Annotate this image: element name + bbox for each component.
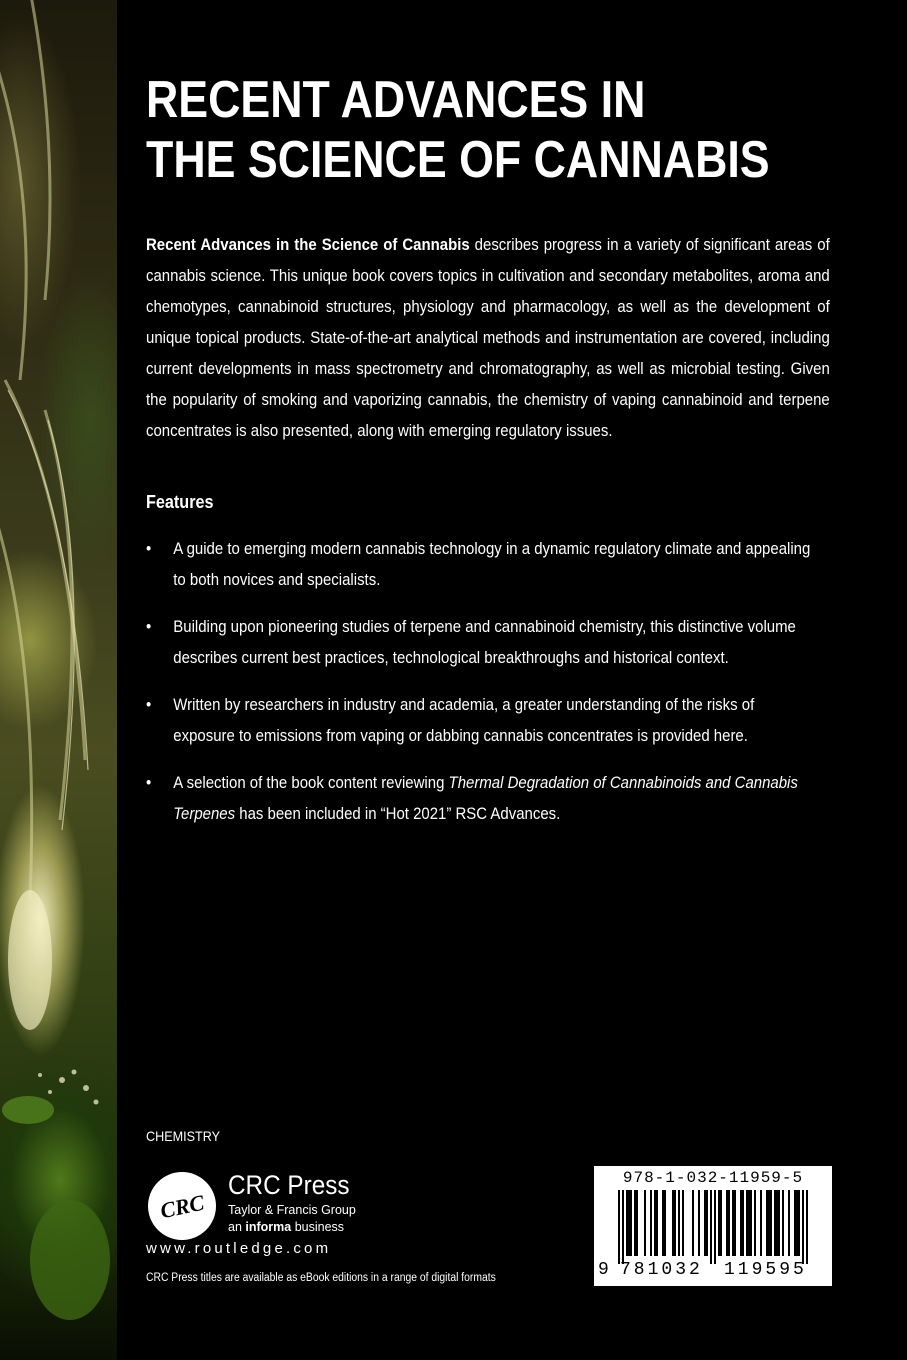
feature-item [146, 533, 815, 595]
barcode-bar [798, 1190, 800, 1256]
barcode-bar [770, 1190, 772, 1256]
barcode-bar [748, 1190, 750, 1256]
barcode-bar [796, 1190, 798, 1256]
barcode-bar [626, 1190, 628, 1256]
informa-tagline [228, 1219, 363, 1235]
barcode-bar [774, 1190, 776, 1256]
barcode-bar [622, 1190, 624, 1264]
features-list [146, 533, 815, 845]
description-lead: Recent Advances in the Science of Cannabis [146, 235, 470, 254]
barcode-bar [728, 1190, 730, 1256]
barcode-bar [742, 1190, 744, 1256]
features-heading: Features [146, 492, 214, 512]
barcode-bar [664, 1190, 666, 1256]
feature-text-plain: A selection of the book content reviewing [173, 773, 449, 792]
barcode-bar [698, 1190, 700, 1256]
barcode-bar [768, 1190, 770, 1256]
barcode-bar [692, 1190, 694, 1256]
barcode-bar [630, 1190, 632, 1256]
informa-prefix: an [228, 1220, 246, 1234]
barcode-bar [718, 1190, 720, 1256]
bullet-icon: • [146, 695, 152, 714]
barcode-bar [618, 1190, 620, 1264]
feature-text-plain: has been included in “Hot 2021” RSC Advances. [235, 804, 561, 823]
feature-text-italic: Thermal Degradation of Cannabinoids and Cannabis Terpenes [173, 773, 798, 823]
barcode-bar [754, 1190, 756, 1256]
barcode-bar [726, 1190, 728, 1256]
barcode-bar [782, 1190, 784, 1256]
barcode-bar [776, 1190, 778, 1256]
barcode-bar [634, 1190, 636, 1256]
publisher-website: www.routledge.com [146, 1240, 332, 1257]
feature-text: Written by researchers in industry and academia, a greater understanding of the risks of exposure to emissions from vaping or dabbing cannabis concentrates is provided here. [173, 695, 755, 745]
barcode-bar [788, 1190, 790, 1256]
barcode-bar [678, 1190, 680, 1256]
isbn-lead-digit: 9 [598, 1260, 609, 1280]
ebook-note: CRC Press titles are available as eBook editions in a range of digital formats [146, 1272, 496, 1284]
barcode-bar [750, 1190, 752, 1256]
bullet-icon: • [146, 773, 152, 792]
barcode-bar [654, 1190, 656, 1256]
cannabis-plant-image [0, 0, 117, 1360]
title-line-1: RECENT ADVANCES IN [146, 71, 646, 129]
barcode-bar [740, 1190, 742, 1256]
barcode-bar [674, 1190, 676, 1256]
barcode-bar [662, 1190, 664, 1256]
barcode-bar [672, 1190, 674, 1256]
isbn-number: 978-1-032-11959-5 [622, 1169, 804, 1187]
barcode-bar [802, 1190, 804, 1264]
barcode-bar [650, 1190, 652, 1256]
barcode-bar [760, 1190, 762, 1256]
feature-text [173, 773, 798, 823]
bullet-icon: • [146, 539, 152, 558]
barcode-bar [746, 1190, 748, 1256]
barcode-bar [682, 1190, 684, 1256]
feature-item [146, 689, 815, 751]
barcode-bar [644, 1190, 646, 1256]
informa-suffix: business [291, 1220, 345, 1234]
barcode-bar [628, 1190, 630, 1256]
barcode-bar [636, 1190, 638, 1256]
crc-logo-text: CRC [157, 1189, 207, 1224]
isbn-right-group: 119595 [724, 1260, 807, 1280]
barcode-bar [720, 1190, 722, 1256]
bullet-icon: • [146, 617, 152, 636]
barcode-bar [806, 1190, 808, 1264]
description-body: describes progress in a variety of significant areas of cannabis science. This unique book covers topics in cultivation and secondary metabolites, aroma and chemotypes, cannabinoid structures, physiology and pharmacology, as well as the development of unique topical products. State-of-the-art analytical methods and instrumentation are covered, including current developments in mass spectrometry and chromatography, as well as microbial testing. Given the popularity of smoking and vaporizing cannabis, the chemistry of vaping cannabinoid and terpene concentrates is also presented, along with emerging regulatory issues. [146, 235, 830, 440]
book-description [146, 229, 830, 446]
barcode-bar [656, 1190, 658, 1256]
publisher-name: CRC Press [228, 1170, 350, 1200]
feature-text: A guide to emerging modern cannabis technology in a dynamic regulatory climate and appealing to both novices and specialists. [173, 539, 811, 589]
barcode-bar [706, 1190, 708, 1256]
barcode-bar [710, 1190, 712, 1264]
barcode-bar [714, 1190, 716, 1264]
informa-brand: informa [245, 1220, 292, 1234]
publisher-group: Taylor & Francis Group [228, 1203, 356, 1217]
subject-category: CHEMISTRY [146, 1128, 220, 1144]
crc-logo [146, 1170, 218, 1242]
barcode-bar [732, 1190, 734, 1256]
feature-item [146, 611, 815, 673]
publisher-block [228, 1170, 363, 1235]
isbn-barcode [594, 1166, 832, 1286]
barcode-bar [766, 1190, 768, 1256]
barcode-bar [704, 1190, 706, 1256]
title-line-2: THE SCIENCE OF CANNABIS [146, 131, 770, 189]
barcode-bar [734, 1190, 736, 1256]
barcode-bar [794, 1190, 796, 1256]
book-title [146, 70, 770, 190]
cover-photo-strip [0, 0, 117, 1360]
isbn-left-group: 781032 [620, 1260, 703, 1280]
feature-text: Building upon pioneering studies of terpene and cannabinoid chemistry, this distinctive volume describes current best practices, technological breakthroughs and historical context. [173, 617, 796, 667]
barcode-bar [778, 1190, 780, 1256]
feature-item [146, 767, 815, 829]
